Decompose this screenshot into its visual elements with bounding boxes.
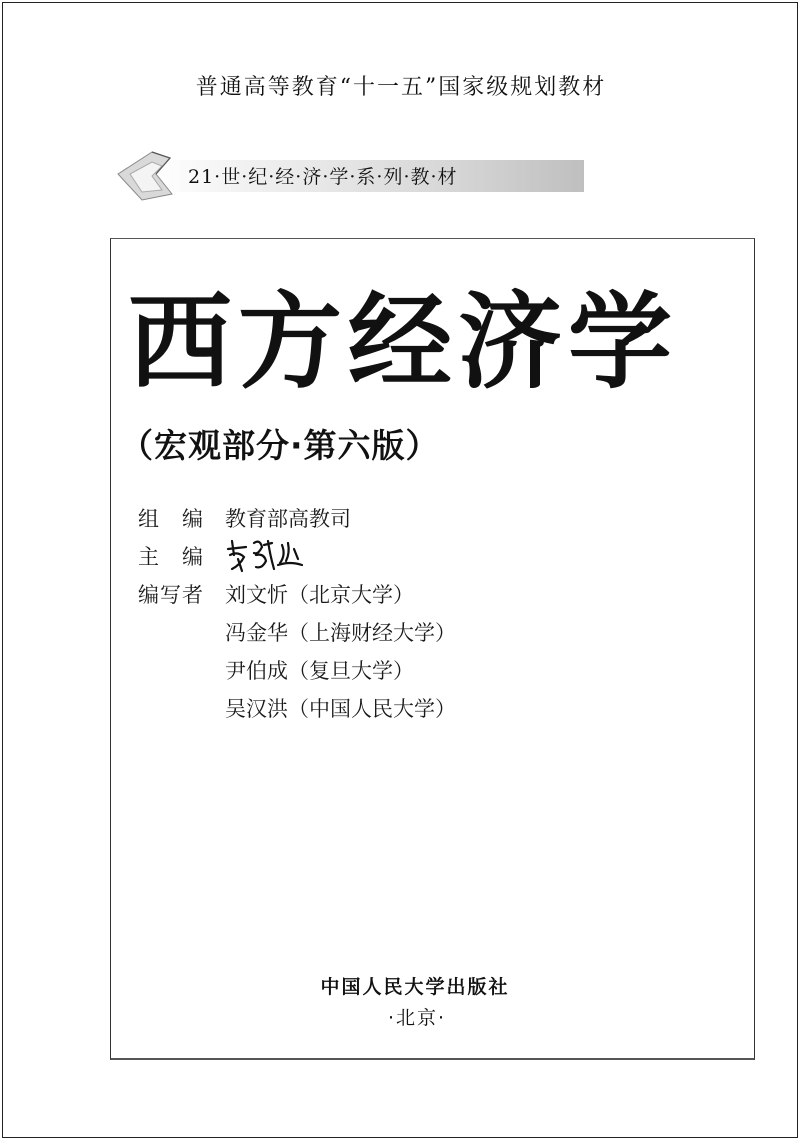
series-banner: [112, 144, 582, 206]
editor-label: 主 编: [138, 545, 204, 569]
editor-signature: [224, 535, 320, 575]
organizer-label: 组 编: [138, 507, 204, 531]
publisher-city: ·北京·: [387, 1007, 447, 1029]
writer-name: 尹伯成（复旦大学）: [225, 659, 414, 683]
series-banner-text: 21·世·纪·经·济·学·系·列·教·材: [188, 166, 458, 188]
writer-name: 吴汉洪（中国人民大学）: [225, 697, 456, 721]
writers-label: 编写者: [138, 583, 204, 607]
series-logo-icon: [112, 144, 182, 206]
series-designation: 普通高等教育“十一五”国家级规划教材: [195, 75, 607, 100]
writer-name: 刘文忻（北京大学）: [225, 583, 414, 607]
book-subtitle: （宏观部分·第六版）: [120, 426, 440, 465]
book-title: 西方经济学: [128, 281, 679, 403]
writer-name: 冯金华（上海财经大学）: [225, 621, 456, 645]
organizer-value: 教育部高教司: [225, 507, 351, 531]
publisher-name: 中国人民大学出版社: [320, 976, 510, 998]
